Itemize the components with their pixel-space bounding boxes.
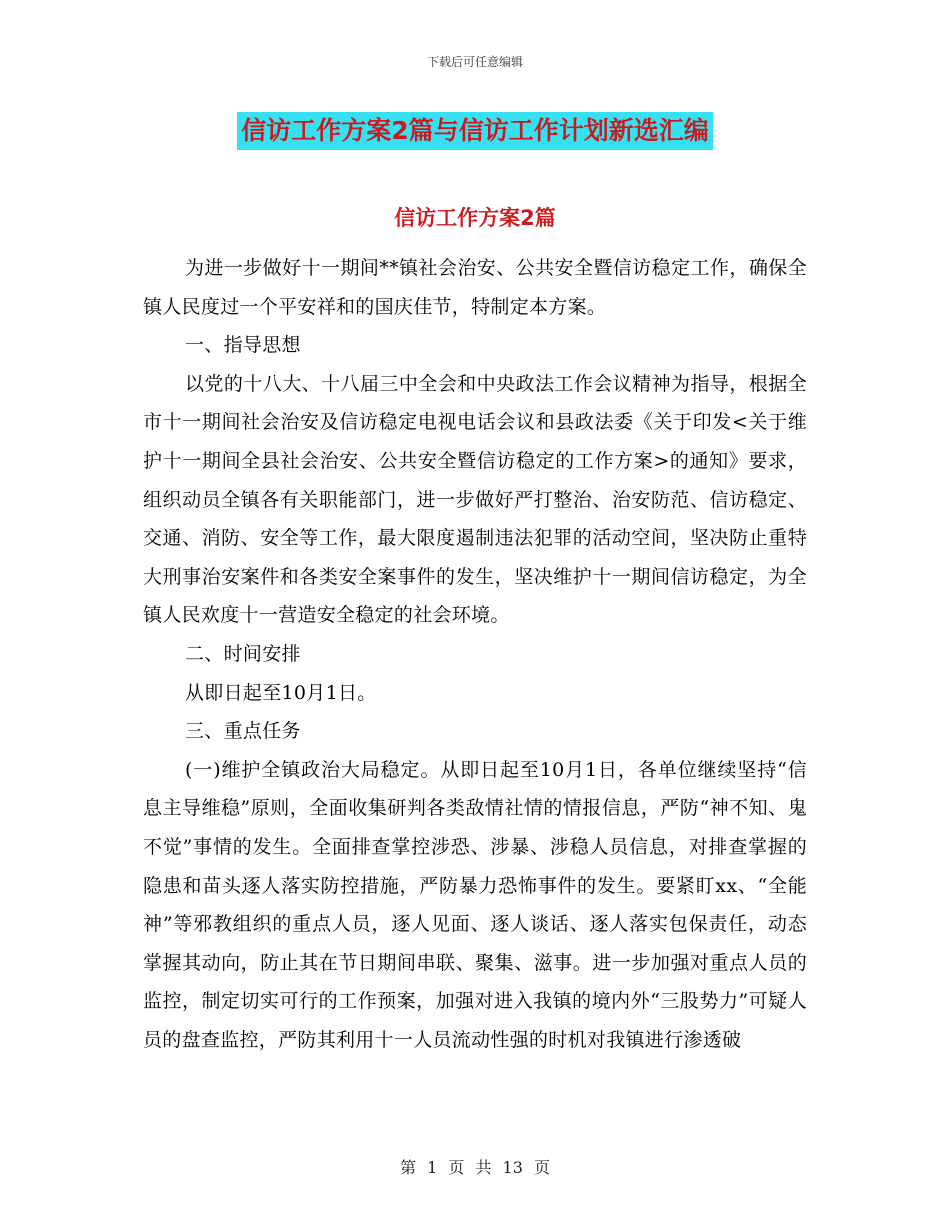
- body-paragraph-intro: 为进一步做好十一期间**镇社会治安、公共安全暨信访稳定工作，确保全镇人民度过一个平安祥和的国庆佳节，特制定本方案。: [143, 257, 807, 318]
- document-sub-title: 信访工作方案2篇: [394, 206, 556, 230]
- section-heading-guiding-thought: 一、指导思想: [185, 334, 301, 357]
- main-title-container: [0, 112, 950, 150]
- body-paragraph-schedule: 从即日起至10月1日。: [185, 681, 377, 704]
- section-heading-schedule: 二、时间安排: [185, 642, 301, 665]
- document-body: [143, 249, 807, 1059]
- page-footer-number: 第 1 页 共 13 页: [400, 1158, 550, 1177]
- document-main-title: 信访工作方案2篇与信访工作计划新选汇编: [237, 112, 712, 150]
- body-paragraph-key-task-1: (一)维护全镇政治大局稳定。从即日起至10月1日，各单位继续坚持“信息主导维稳”原则，全面收集研判各类敌情社情的情报信息，严防“神不知、鬼不觉”事情的发生。全面排查掌控涉恐、涉暴、涉稳人员信息，对排查掌握的隐患和苗头逐人落实防控措施，严防暴力恐怖事件的发生。要紧盯xx、“全能神”等邪教组织的重点人员，逐人见面、逐人谈话、逐人落实包保责任，动态掌握其动向，防止其在节日期间串联、聚集、滋事。进一步加强对重点人员的监控，制定切实可行的工作预案，加强对进入我镇的境内外“三股势力”可疑人员的盘查监控，严防其利用十一人员流动性强的时机对我镇进行渗透破: [143, 758, 807, 1051]
- body-paragraph-guiding-thought: 以党的十八大、十八届三中全会和中央政法工作会议精神为指导，根据全市十一期间社会治安及信访稳定电视电话会议和县政法委《关于印发<关于维护十一期间全县社会治安、公共安全暨信访稳定的工作方案>的通知》要求，组织动员全镇各有关职能部门，进一步做好严打整治、治安防范、信访稳定、交通、消防、安全等工作，最大限度遏制违法犯罪的活动空间，坚决防止重特大刑事治安案件和各类安全案事件的发生，坚决维护十一期间信访稳定，为全镇人民欢度十一营造安全稳定的社会环境。: [143, 372, 807, 627]
- section-heading-key-tasks: 三、重点任务: [185, 720, 301, 743]
- page-header-note: 下载后可任意编辑: [426, 55, 523, 69]
